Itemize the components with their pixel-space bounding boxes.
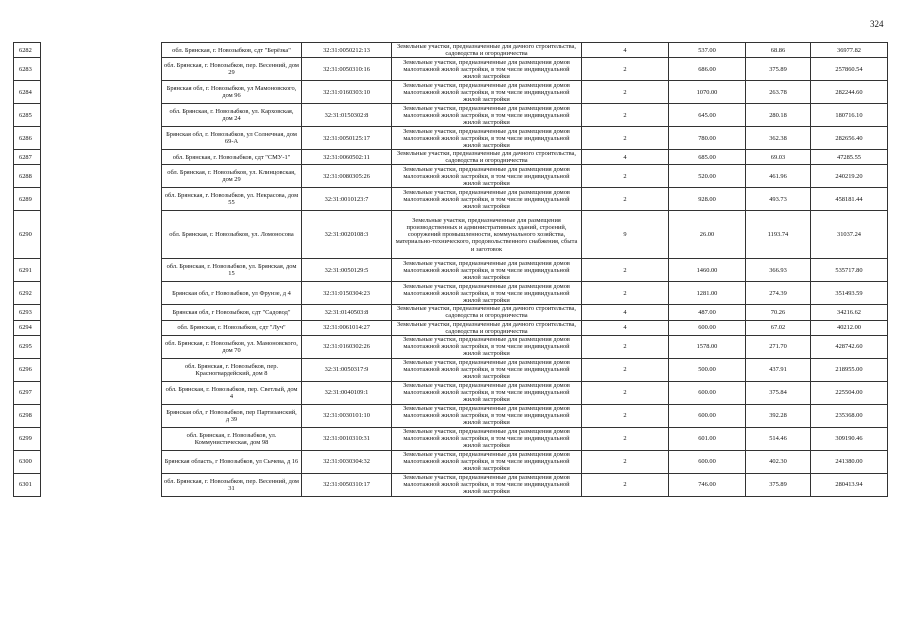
gap-cell [41,427,162,450]
cadastral-value-cell: 257860.54 [811,58,888,81]
cadastral-number-cell: 32:31:0040109:1 [302,381,392,404]
specific-value-cell: 392.28 [746,404,811,427]
gap-cell [41,211,162,259]
address-cell: обл. Брянская, г. Новозыбков, пер. Красногвардейский, дом 8 [162,358,302,381]
land-use-cell: Земельные участки, предназначенные для дачного строительства, садоводства и огородничества [392,150,582,165]
specific-value-cell: 68.86 [746,43,811,58]
cadastral-number-cell: 32:31:0050310:17 [302,473,392,496]
use-group-cell: 2 [582,450,669,473]
area-cell: 601.00 [669,427,746,450]
table-row [14,450,888,473]
cadastral-number-cell: 32:31:0010310:31 [302,427,392,450]
use-group-cell: 2 [582,381,669,404]
gap-cell [41,381,162,404]
table-row [14,427,888,450]
cadastral-value-cell: 47285.55 [811,150,888,165]
specific-value-cell: 402.30 [746,450,811,473]
use-group-cell: 2 [582,188,669,211]
area-cell: 1281.00 [669,282,746,305]
specific-value-cell: 274.39 [746,282,811,305]
area-cell: 1460.00 [669,259,746,282]
row-number: 6295 [14,335,41,358]
specific-value-cell: 366.93 [746,259,811,282]
gap-cell [41,188,162,211]
gap-cell [41,282,162,305]
row-number: 6288 [14,165,41,188]
address-cell: обл. Брянская, г. Новозыбков, пер. Светлый, дом 4 [162,381,302,404]
land-use-cell: Земельные участки, предназначенные для размещения домов малоэтажной жилой застройки, в том числе индивидуальной жилой застройки [392,282,582,305]
use-group-cell: 2 [582,165,669,188]
use-group-cell: 4 [582,43,669,58]
specific-value-cell: 280.18 [746,104,811,127]
table-row [14,305,888,320]
area-cell: 500.00 [669,358,746,381]
use-group-cell: 2 [582,104,669,127]
row-number: 6300 [14,450,41,473]
cadastral-number-cell: 32:31:0050129:5 [302,259,392,282]
cadastral-value-cell: 458181.44 [811,188,888,211]
cadastral-number-cell: 32:31:0160303:10 [302,81,392,104]
row-number: 6297 [14,381,41,404]
specific-value-cell: 271.70 [746,335,811,358]
use-group-cell: 2 [582,127,669,150]
area-cell: 1578.00 [669,335,746,358]
area-cell: 645.00 [669,104,746,127]
land-use-cell: Земельные участки, предназначенные для дачного строительства, садоводства и огородничества [392,43,582,58]
land-use-cell: Земельные участки, предназначенные для размещения производственных и административных зданий, строений, сооружений промышленности, коммунального хозяйства, материально-технического, продовольственного снабжения, сбыта и заготовок [392,211,582,259]
area-cell: 600.00 [669,404,746,427]
use-group-cell: 4 [582,150,669,165]
area-cell: 746.00 [669,473,746,496]
cadastral-value-cell: 282244.60 [811,81,888,104]
row-number: 6289 [14,188,41,211]
row-number: 6282 [14,43,41,58]
land-use-cell: Земельные участки, предназначенные для размещения домов малоэтажной жилой застройки, в том числе индивидуальной жилой застройки [392,259,582,282]
use-group-cell: 2 [582,335,669,358]
specific-value-cell: 375.89 [746,58,811,81]
table-row [14,358,888,381]
address-cell: обл. Брянская, г. Новозыбков, ул. Ломоносова [162,211,302,259]
row-number: 6301 [14,473,41,496]
use-group-cell: 2 [582,259,669,282]
specific-value-cell: 67.02 [746,320,811,335]
specific-value-cell: 263.78 [746,81,811,104]
table-row [14,473,888,496]
address-cell: обл. Брянская, г. Новозыбков, ул. Некрасова, дом 55 [162,188,302,211]
specific-value-cell: 514.46 [746,427,811,450]
specific-value-cell: 70.26 [746,305,811,320]
table-row [14,188,888,211]
table-row [14,381,888,404]
address-cell: обл. Брянская, г. Новозыбков, сдт "СМУ-1" [162,150,302,165]
land-use-cell: Земельные участки, предназначенные для размещения домов малоэтажной жилой застройки, в том числе индивидуальной жилой застройки [392,58,582,81]
row-number: 6293 [14,305,41,320]
area-cell: 600.00 [669,320,746,335]
cadastral-number-cell: 32:31:0061014:27 [302,320,392,335]
row-number: 6291 [14,259,41,282]
cadastral-number-cell: 32:31:0030304:32 [302,450,392,473]
cadastral-number-cell: 32:31:0080305:26 [302,165,392,188]
cadastral-number-cell: 32:31:0050310:16 [302,58,392,81]
area-cell: 780.00 [669,127,746,150]
cadastral-value-cell: 235368.00 [811,404,888,427]
gap-cell [41,58,162,81]
use-group-cell: 4 [582,305,669,320]
address-cell: обл. Брянская, г. Новозыбков, ул. Коммунистическая, дом 98 [162,427,302,450]
specific-value-cell: 375.89 [746,473,811,496]
use-group-cell: 2 [582,282,669,305]
land-use-cell: Земельные участки, предназначенные для размещения домов малоэтажной жилой застройки, в том числе индивидуальной жилой застройки [392,104,582,127]
gap-cell [41,320,162,335]
gap-cell [41,127,162,150]
specific-value-cell: 1193.74 [746,211,811,259]
gap-cell [41,259,162,282]
specific-value-cell: 375.84 [746,381,811,404]
land-use-cell: Земельные участки, предназначенные для дачного строительства, садоводства и огородничества [392,320,582,335]
row-number: 6286 [14,127,41,150]
cadastral-value-cell: 309190.46 [811,427,888,450]
use-group-cell: 2 [582,404,669,427]
land-registry-table [13,42,888,497]
row-number: 6283 [14,58,41,81]
area-cell: 600.00 [669,450,746,473]
cadastral-value-cell: 241380.00 [811,450,888,473]
use-group-cell: 2 [582,427,669,450]
land-use-cell: Земельные участки, предназначенные для размещения домов малоэтажной жилой застройки, в том числе индивидуальной жилой застройки [392,358,582,381]
cadastral-value-cell: 31037.24 [811,211,888,259]
land-use-cell: Земельные участки, предназначенные для размещения домов малоэтажной жилой застройки, в том числе индивидуальной жилой застройки [392,188,582,211]
row-number: 6287 [14,150,41,165]
address-cell: Брянская область, г Новозыбков, ул Сычева, д 16 [162,450,302,473]
gap-cell [41,335,162,358]
table-row [14,127,888,150]
cadastral-number-cell: 32:31:0150304:23 [302,282,392,305]
address-cell: обл. Брянская, г. Новозыбков, ул. Карховская, дом 24 [162,104,302,127]
cadastral-number-cell: 32:31:0150302:8 [302,104,392,127]
gap-cell [41,450,162,473]
specific-value-cell: 461.96 [746,165,811,188]
cadastral-value-cell: 351493.59 [811,282,888,305]
area-cell: 487.00 [669,305,746,320]
row-number: 6294 [14,320,41,335]
land-use-cell: Земельные участки, предназначенные для размещения домов малоэтажной жилой застройки, в том числе индивидуальной жилой застройки [392,381,582,404]
address-cell: Брянская обл, г Новозыбков, пер Партизанский, д 39 [162,404,302,427]
specific-value-cell: 69.03 [746,150,811,165]
land-use-cell: Земельные участки, предназначенные для размещения домов малоэтажной жилой застройки, в том числе индивидуальной жилой застройки [392,81,582,104]
address-cell: обл. Брянская, г. Новозыбков, ул. Брянская, дом 15 [162,259,302,282]
address-cell: Брянская обл, г Новозыбков, ул Фрунзе, д 4 [162,282,302,305]
cadastral-number-cell: 32:31:0030101:10 [302,404,392,427]
cadastral-value-cell: 280413.94 [811,473,888,496]
area-cell: 537.00 [669,43,746,58]
cadastral-value-cell: 535717.80 [811,259,888,282]
use-group-cell: 2 [582,358,669,381]
row-number: 6292 [14,282,41,305]
row-number: 6296 [14,358,41,381]
gap-cell [41,150,162,165]
cadastral-number-cell: 32:31:0050212:13 [302,43,392,58]
gap-cell [41,104,162,127]
row-number: 6299 [14,427,41,450]
use-group-cell: 2 [582,473,669,496]
land-use-cell: Земельные участки, предназначенные для дачного строительства, садоводства и огородничества [392,305,582,320]
specific-value-cell: 437.91 [746,358,811,381]
table-row [14,282,888,305]
table-row [14,320,888,335]
row-number: 6298 [14,404,41,427]
gap-cell [41,81,162,104]
gap-cell [41,473,162,496]
use-group-cell: 2 [582,58,669,81]
area-cell: 686.00 [669,58,746,81]
cadastral-value-cell: 180716.10 [811,104,888,127]
address-cell: Брянская обл, г. Новозыбков, ул Солнечная, дом 69-А [162,127,302,150]
table-row [14,43,888,58]
cadastral-value-cell: 40212.00 [811,320,888,335]
address-cell: обл. Брянская, г. Новозыбков, ул. Клинцовская, дом 29 [162,165,302,188]
land-use-cell: Земельные участки, предназначенные для размещения домов малоэтажной жилой застройки, в том числе индивидуальной жилой застройки [392,127,582,150]
address-cell: Брянская обл, г Новозыбков, сдт "Садовод" [162,305,302,320]
area-cell: 1070.00 [669,81,746,104]
address-cell: обл. Брянская, г. Новозыбков, сдт "Луч" [162,320,302,335]
area-cell: 26.00 [669,211,746,259]
table-row [14,150,888,165]
address-cell: обл. Брянская, г. Новозыбков, пер. Весенний, дом 31 [162,473,302,496]
use-group-cell: 4 [582,320,669,335]
table-body [14,43,888,497]
cadastral-value-cell: 225504.00 [811,381,888,404]
address-cell: обл. Брянская, г. Новозыбков, ул. Мамоновского, дом 70 [162,335,302,358]
row-number: 6285 [14,104,41,127]
cadastral-value-cell: 428742.60 [811,335,888,358]
table-row [14,165,888,188]
land-use-cell: Земельные участки, предназначенные для размещения домов малоэтажной жилой застройки, в том числе индивидуальной жилой застройки [392,450,582,473]
land-use-cell: Земельные участки, предназначенные для размещения домов малоэтажной жилой застройки, в том числе индивидуальной жилой застройки [392,165,582,188]
area-cell: 685.00 [669,150,746,165]
gap-cell [41,43,162,58]
table-row [14,211,888,259]
table-row [14,81,888,104]
table-row [14,335,888,358]
area-cell: 600.00 [669,381,746,404]
land-use-cell: Земельные участки, предназначенные для размещения домов малоэтажной жилой застройки, в том числе индивидуальной жилой застройки [392,473,582,496]
gap-cell [41,305,162,320]
address-cell: обл. Брянская, г. Новозыбков, пер. Весенний, дом 29 [162,58,302,81]
row-number: 6284 [14,81,41,104]
cadastral-number-cell: 32:31:0050317:9 [302,358,392,381]
cadastral-value-cell: 240219.20 [811,165,888,188]
row-number: 6290 [14,211,41,259]
gap-cell [41,165,162,188]
cadastral-number-cell: 32:31:0010123:7 [302,188,392,211]
area-cell: 928.00 [669,188,746,211]
cadastral-value-cell: 218955.00 [811,358,888,381]
cadastral-number-cell: 32:31:0060502:11 [302,150,392,165]
cadastral-number-cell: 32:31:0050125:17 [302,127,392,150]
cadastral-number-cell: 32:31:0160302:26 [302,335,392,358]
specific-value-cell: 362.38 [746,127,811,150]
land-use-cell: Земельные участки, предназначенные для размещения домов малоэтажной жилой застройки, в том числе индивидуальной жилой застройки [392,404,582,427]
cadastral-value-cell: 282656.40 [811,127,888,150]
table-row [14,58,888,81]
page-number: 324 [870,19,884,29]
land-use-cell: Земельные участки, предназначенные для размещения домов малоэтажной жилой застройки, в том числе индивидуальной жилой застройки [392,427,582,450]
cadastral-number-cell: 32:31:0140503:8 [302,305,392,320]
land-use-cell: Земельные участки, предназначенные для размещения домов малоэтажной жилой застройки, в том числе индивидуальной жилой застройки [392,335,582,358]
table-row [14,404,888,427]
specific-value-cell: 493.73 [746,188,811,211]
use-group-cell: 9 [582,211,669,259]
cadastral-value-cell: 36977.82 [811,43,888,58]
cadastral-value-cell: 34216.62 [811,305,888,320]
gap-cell [41,404,162,427]
address-cell: обл. Брянская, г. Новозыбков, сдт "Берёзка" [162,43,302,58]
gap-cell [41,358,162,381]
table-row [14,259,888,282]
cadastral-number-cell: 32:31:0020108:3 [302,211,392,259]
area-cell: 520.00 [669,165,746,188]
use-group-cell: 2 [582,81,669,104]
table-row [14,104,888,127]
address-cell: Брянская обл, г. Новозыбков, ул Мамоновского, дом 96 [162,81,302,104]
